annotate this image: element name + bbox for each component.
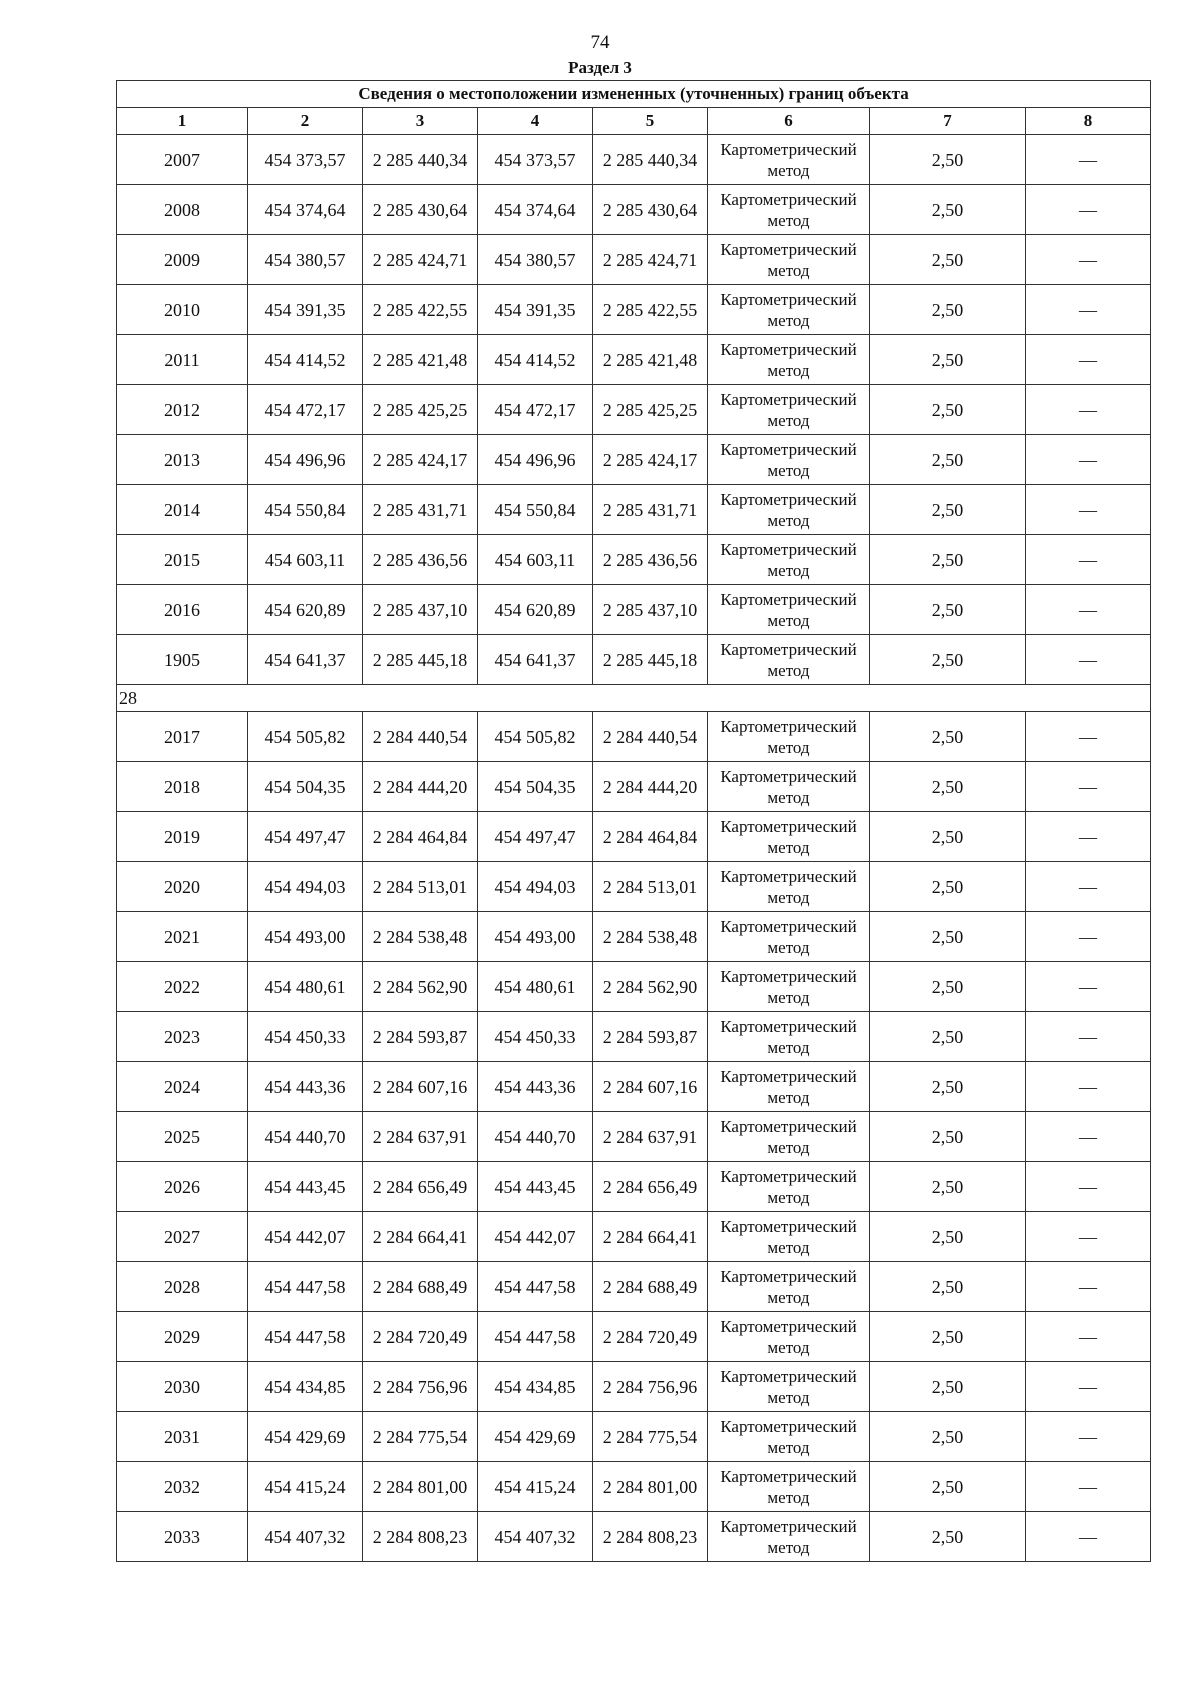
x-existing-cell: 454 504,35 [248,762,363,812]
x-updated-cell: 454 443,36 [478,1062,593,1112]
description-cell: — [1026,635,1151,685]
x-updated-cell: 454 447,58 [478,1262,593,1312]
page-number: 74 [590,32,610,53]
accuracy-cell: 2,50 [870,1262,1026,1312]
method-cell: Картометрический метод [708,635,870,685]
x-updated-cell: 454 443,45 [478,1162,593,1212]
method-cell: Картометрический метод [708,1312,870,1362]
column-number: 6 [708,108,870,135]
point-number-cell: 2017 [117,712,248,762]
table-row [117,712,1151,762]
y-updated-cell: 2 284 538,48 [593,912,708,962]
x-updated-cell: 454 494,03 [478,862,593,912]
point-number-cell: 2030 [117,1362,248,1412]
description-cell: — [1026,1312,1151,1362]
table-row [117,1062,1151,1112]
x-updated-cell: 454 603,11 [478,535,593,585]
y-updated-cell: 2 284 464,84 [593,812,708,862]
column-number: 3 [363,108,478,135]
table-row [117,1412,1151,1462]
accuracy-cell: 2,50 [870,1512,1026,1562]
x-existing-cell: 454 391,35 [248,285,363,335]
accuracy-cell: 2,50 [870,485,1026,535]
x-existing-cell: 454 380,57 [248,235,363,285]
y-existing-cell: 2 285 425,25 [363,385,478,435]
y-existing-cell: 2 285 437,10 [363,585,478,635]
y-updated-cell: 2 284 444,20 [593,762,708,812]
y-existing-cell: 2 284 513,01 [363,862,478,912]
y-existing-cell: 2 285 436,56 [363,535,478,585]
method-cell: Картометрический метод [708,1262,870,1312]
x-updated-cell: 454 440,70 [478,1112,593,1162]
x-updated-cell: 454 429,69 [478,1412,593,1462]
method-cell: Картометрический метод [708,762,870,812]
x-updated-cell: 454 504,35 [478,762,593,812]
method-cell: Картометрический метод [708,1512,870,1562]
accuracy-cell: 2,50 [870,635,1026,685]
point-number-cell: 2020 [117,862,248,912]
y-existing-cell: 2 284 562,90 [363,962,478,1012]
description-cell: — [1026,435,1151,485]
table-row [117,585,1151,635]
method-cell: Картометрический метод [708,1112,870,1162]
x-updated-cell: 454 407,32 [478,1512,593,1562]
accuracy-cell: 2,50 [870,762,1026,812]
x-existing-cell: 454 414,52 [248,335,363,385]
accuracy-cell: 2,50 [870,1362,1026,1412]
point-number-cell: 2016 [117,585,248,635]
y-updated-cell: 2 284 513,01 [593,862,708,912]
y-existing-cell: 2 284 440,54 [363,712,478,762]
x-updated-cell: 454 374,64 [478,185,593,235]
accuracy-cell: 2,50 [870,1462,1026,1512]
x-updated-cell: 454 497,47 [478,812,593,862]
accuracy-cell: 2,50 [870,1312,1026,1362]
x-existing-cell: 454 550,84 [248,485,363,535]
description-cell: — [1026,1412,1151,1462]
description-cell: — [1026,285,1151,335]
y-existing-cell: 2 284 720,49 [363,1312,478,1362]
table-row [117,962,1151,1012]
x-existing-cell: 454 447,58 [248,1312,363,1362]
description-cell: — [1026,585,1151,635]
y-updated-cell: 2 284 607,16 [593,1062,708,1112]
point-number-cell: 2028 [117,1262,248,1312]
point-number-cell: 2015 [117,535,248,585]
accuracy-cell: 2,50 [870,1162,1026,1212]
point-number-cell: 2031 [117,1412,248,1462]
y-existing-cell: 2 284 808,23 [363,1512,478,1562]
y-existing-cell: 2 284 656,49 [363,1162,478,1212]
table-row [117,1112,1151,1162]
y-updated-cell: 2 284 688,49 [593,1262,708,1312]
x-existing-cell: 454 496,96 [248,435,363,485]
accuracy-cell: 2,50 [870,712,1026,762]
group-label: 28 [117,685,1151,712]
description-cell: — [1026,1462,1151,1512]
method-cell: Картометрический метод [708,585,870,635]
y-existing-cell: 2 285 421,48 [363,335,478,385]
y-updated-cell: 2 285 436,56 [593,535,708,585]
y-updated-cell: 2 285 421,48 [593,335,708,385]
x-updated-cell: 454 434,85 [478,1362,593,1412]
accuracy-cell: 2,50 [870,435,1026,485]
x-existing-cell: 454 415,24 [248,1462,363,1512]
method-cell: Картометрический метод [708,235,870,285]
y-updated-cell: 2 285 424,17 [593,435,708,485]
method-cell: Картометрический метод [708,962,870,1012]
y-existing-cell: 2 284 688,49 [363,1262,478,1312]
y-updated-cell: 2 284 593,87 [593,1012,708,1062]
point-number-cell: 2026 [117,1162,248,1212]
x-existing-cell: 454 472,17 [248,385,363,435]
point-number-cell: 2022 [117,962,248,1012]
x-existing-cell: 454 641,37 [248,635,363,685]
y-existing-cell: 2 285 424,17 [363,435,478,485]
table-row [117,135,1151,185]
x-existing-cell: 454 480,61 [248,962,363,1012]
table-row [117,1362,1151,1412]
method-cell: Картометрический метод [708,285,870,335]
table-row [117,1462,1151,1512]
point-number-cell: 2014 [117,485,248,535]
accuracy-cell: 2,50 [870,585,1026,635]
x-existing-cell: 454 443,36 [248,1062,363,1112]
accuracy-cell: 2,50 [870,1212,1026,1262]
accuracy-cell: 2,50 [870,185,1026,235]
y-existing-cell: 2 285 440,34 [363,135,478,185]
x-existing-cell: 454 494,03 [248,862,363,912]
y-existing-cell: 2 285 431,71 [363,485,478,535]
method-cell: Картометрический метод [708,435,870,485]
description-cell: — [1026,1362,1151,1412]
point-number-cell: 2019 [117,812,248,862]
point-number-cell: 2009 [117,235,248,285]
method-cell: Картометрический метод [708,862,870,912]
table-row [117,1012,1151,1062]
table-row [117,535,1151,585]
point-number-cell: 2033 [117,1512,248,1562]
y-updated-cell: 2 284 440,54 [593,712,708,762]
y-updated-cell: 2 284 808,23 [593,1512,708,1562]
x-updated-cell: 454 447,58 [478,1312,593,1362]
point-number-cell: 2011 [117,335,248,385]
y-existing-cell: 2 284 607,16 [363,1062,478,1112]
method-cell: Картометрический метод [708,485,870,535]
y-updated-cell: 2 285 425,25 [593,385,708,435]
description-cell: — [1026,135,1151,185]
x-updated-cell: 454 493,00 [478,912,593,962]
column-number: 1 [117,108,248,135]
description-cell: — [1026,485,1151,535]
column-number: 4 [478,108,593,135]
group-row [117,685,1151,712]
point-number-cell: 2025 [117,1112,248,1162]
y-updated-cell: 2 284 720,49 [593,1312,708,1362]
accuracy-cell: 2,50 [870,812,1026,862]
description-cell: — [1026,185,1151,235]
x-existing-cell: 454 505,82 [248,712,363,762]
point-number-cell: 2013 [117,435,248,485]
x-existing-cell: 454 443,45 [248,1162,363,1212]
column-number: 2 [248,108,363,135]
x-existing-cell: 454 603,11 [248,535,363,585]
accuracy-cell: 2,50 [870,1062,1026,1112]
x-updated-cell: 454 391,35 [478,285,593,335]
table-row [117,235,1151,285]
method-cell: Картометрический метод [708,135,870,185]
x-updated-cell: 454 641,37 [478,635,593,685]
y-existing-cell: 2 285 422,55 [363,285,478,335]
column-number-row [117,108,1151,135]
method-cell: Картометрический метод [708,1462,870,1512]
x-existing-cell: 454 407,32 [248,1512,363,1562]
description-cell: — [1026,1212,1151,1262]
table-row [117,912,1151,962]
accuracy-cell: 2,50 [870,385,1026,435]
y-updated-cell: 2 285 440,34 [593,135,708,185]
x-updated-cell: 454 472,17 [478,385,593,435]
method-cell: Картометрический метод [708,185,870,235]
point-number-cell: 2024 [117,1062,248,1112]
x-updated-cell: 454 373,57 [478,135,593,185]
y-updated-cell: 2 285 424,71 [593,235,708,285]
table-caption-row [117,81,1151,108]
table-row [117,335,1151,385]
x-updated-cell: 454 550,84 [478,485,593,535]
x-updated-cell: 454 450,33 [478,1012,593,1062]
y-existing-cell: 2 285 445,18 [363,635,478,685]
y-existing-cell: 2 284 637,91 [363,1112,478,1162]
table-row [117,1262,1151,1312]
description-cell: — [1026,862,1151,912]
accuracy-cell: 2,50 [870,135,1026,185]
description-cell: — [1026,235,1151,285]
method-cell: Картометрический метод [708,1212,870,1262]
description-cell: — [1026,712,1151,762]
table-row [117,862,1151,912]
y-existing-cell: 2 284 775,54 [363,1412,478,1462]
y-updated-cell: 2 285 422,55 [593,285,708,335]
x-updated-cell: 454 480,61 [478,962,593,1012]
accuracy-cell: 2,50 [870,962,1026,1012]
accuracy-cell: 2,50 [870,335,1026,385]
point-number-cell: 1905 [117,635,248,685]
x-updated-cell: 454 496,96 [478,435,593,485]
point-number-cell: 2007 [117,135,248,185]
table-row [117,635,1151,685]
y-updated-cell: 2 285 445,18 [593,635,708,685]
point-number-cell: 2021 [117,912,248,962]
accuracy-cell: 2,50 [870,862,1026,912]
description-cell: — [1026,535,1151,585]
x-existing-cell: 454 373,57 [248,135,363,185]
method-cell: Картометрический метод [708,1012,870,1062]
table-caption: Сведения о местоположении измененных (уточненных) границ объекта [117,81,1151,108]
point-number-cell: 2029 [117,1312,248,1362]
description-cell: — [1026,1012,1151,1062]
y-updated-cell: 2 284 664,41 [593,1212,708,1262]
y-existing-cell: 2 284 444,20 [363,762,478,812]
table-row [117,1162,1151,1212]
point-number-cell: 2008 [117,185,248,235]
description-cell: — [1026,1112,1151,1162]
y-updated-cell: 2 284 756,96 [593,1362,708,1412]
x-existing-cell: 454 497,47 [248,812,363,862]
description-cell: — [1026,762,1151,812]
table-row [117,1212,1151,1262]
table-row [117,762,1151,812]
coordinates-table [116,80,1151,1562]
x-existing-cell: 454 440,70 [248,1112,363,1162]
point-number-cell: 2032 [117,1462,248,1512]
x-updated-cell: 454 414,52 [478,335,593,385]
x-existing-cell: 454 450,33 [248,1012,363,1062]
method-cell: Картометрический метод [708,1412,870,1462]
y-existing-cell: 2 285 424,71 [363,235,478,285]
method-cell: Картометрический метод [708,385,870,435]
x-updated-cell: 454 380,57 [478,235,593,285]
description-cell: — [1026,912,1151,962]
x-existing-cell: 454 493,00 [248,912,363,962]
x-existing-cell: 454 442,07 [248,1212,363,1262]
y-existing-cell: 2 284 756,96 [363,1362,478,1412]
table-row [117,485,1151,535]
description-cell: — [1026,812,1151,862]
table-row [117,435,1151,485]
accuracy-cell: 2,50 [870,1412,1026,1462]
y-existing-cell: 2 285 430,64 [363,185,478,235]
y-existing-cell: 2 284 664,41 [363,1212,478,1262]
y-existing-cell: 2 284 801,00 [363,1462,478,1512]
accuracy-cell: 2,50 [870,912,1026,962]
table-row [117,812,1151,862]
accuracy-cell: 2,50 [870,535,1026,585]
column-number: 7 [870,108,1026,135]
table-row [117,1512,1151,1562]
table-body [117,135,1151,1562]
y-updated-cell: 2 285 431,71 [593,485,708,535]
method-cell: Картометрический метод [708,912,870,962]
method-cell: Картометрический метод [708,812,870,862]
point-number-cell: 2018 [117,762,248,812]
section-title: Раздел 3 [568,58,632,77]
table-row [117,1312,1151,1362]
y-updated-cell: 2 285 430,64 [593,185,708,235]
x-existing-cell: 454 374,64 [248,185,363,235]
accuracy-cell: 2,50 [870,1112,1026,1162]
y-updated-cell: 2 284 801,00 [593,1462,708,1512]
point-number-cell: 2012 [117,385,248,435]
description-cell: — [1026,962,1151,1012]
table-row [117,285,1151,335]
accuracy-cell: 2,50 [870,235,1026,285]
x-updated-cell: 454 442,07 [478,1212,593,1262]
y-existing-cell: 2 284 538,48 [363,912,478,962]
y-updated-cell: 2 284 562,90 [593,962,708,1012]
method-cell: Картометрический метод [708,1162,870,1212]
y-updated-cell: 2 284 656,49 [593,1162,708,1212]
table-row [117,385,1151,435]
table-row [117,185,1151,235]
point-number-cell: 2010 [117,285,248,335]
y-existing-cell: 2 284 593,87 [363,1012,478,1062]
y-updated-cell: 2 284 637,91 [593,1112,708,1162]
method-cell: Картометрический метод [708,335,870,385]
column-number: 8 [1026,108,1151,135]
column-number: 5 [593,108,708,135]
accuracy-cell: 2,50 [870,1012,1026,1062]
x-updated-cell: 454 620,89 [478,585,593,635]
x-updated-cell: 454 415,24 [478,1462,593,1512]
x-existing-cell: 454 447,58 [248,1262,363,1312]
description-cell: — [1026,1162,1151,1212]
method-cell: Картометрический метод [708,535,870,585]
x-existing-cell: 454 620,89 [248,585,363,635]
y-updated-cell: 2 285 437,10 [593,585,708,635]
description-cell: — [1026,335,1151,385]
description-cell: — [1026,1262,1151,1312]
y-updated-cell: 2 284 775,54 [593,1412,708,1462]
description-cell: — [1026,1512,1151,1562]
x-updated-cell: 454 505,82 [478,712,593,762]
point-number-cell: 2023 [117,1012,248,1062]
y-existing-cell: 2 284 464,84 [363,812,478,862]
x-existing-cell: 454 434,85 [248,1362,363,1412]
method-cell: Картометрический метод [708,712,870,762]
method-cell: Картометрический метод [708,1062,870,1112]
description-cell: — [1026,1062,1151,1112]
description-cell: — [1026,385,1151,435]
method-cell: Картометрический метод [708,1362,870,1412]
accuracy-cell: 2,50 [870,285,1026,335]
x-existing-cell: 454 429,69 [248,1412,363,1462]
point-number-cell: 2027 [117,1212,248,1262]
